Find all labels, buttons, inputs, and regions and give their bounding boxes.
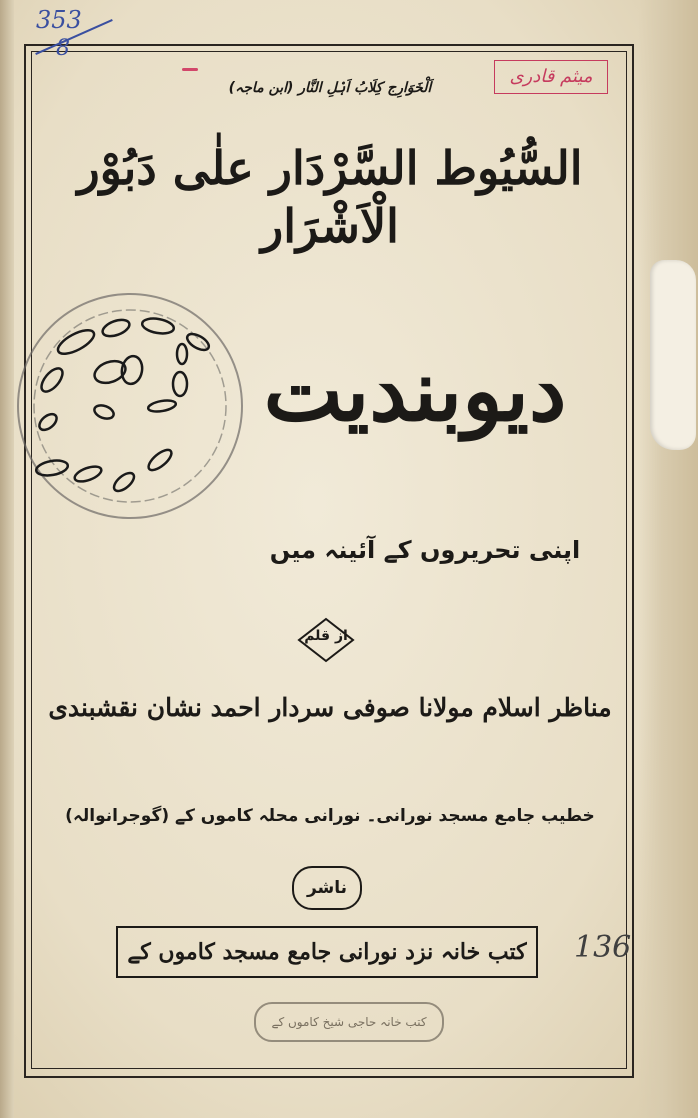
by-label: از قلم <box>304 628 348 644</box>
author-role: خطیب جامع مسجد نورانی۔ نورانی محلہ کاموں کے (گوجرانوالہ) <box>65 806 595 826</box>
library-stamp: کتب خانہ حاجی شیخ کاموں کے <box>254 1002 444 1042</box>
main-title: السُّیُوط السَّرْدَار علٰی دَبُوْر الْاَشْرَار <box>77 141 583 253</box>
book-title: دیوبندیت <box>263 341 567 440</box>
publisher-name: کتب خانہ نزد نورانی جامع مسجد کاموں کے <box>116 926 538 978</box>
torn-paper-patch <box>650 260 696 450</box>
publisher-label: ناشر <box>292 866 362 910</box>
hadith-note: اَلْخَوَارِج کِلَابُ اَہْلِ النَّار (ابن ماجہ) <box>228 80 432 96</box>
catalog-number-handwritten <box>32 6 104 66</box>
owner-name-box: میثم قادری <box>494 60 608 94</box>
handwritten-page-number: 136 <box>574 930 632 965</box>
by-label-badge <box>296 616 356 664</box>
page-right-edge <box>638 0 698 1118</box>
page-left-edge <box>0 0 14 1118</box>
author-name: مناظر اسلام مولانا صوفی سردار احمد نشان نقشبندی <box>48 693 612 722</box>
book-subtitle: اپنی تحریروں کے آئینہ میں <box>269 536 581 564</box>
catalog-number-top: 353 <box>36 6 82 34</box>
pink-pen-mark <box>182 68 198 71</box>
catalog-number-bottom: 8 <box>56 36 70 61</box>
